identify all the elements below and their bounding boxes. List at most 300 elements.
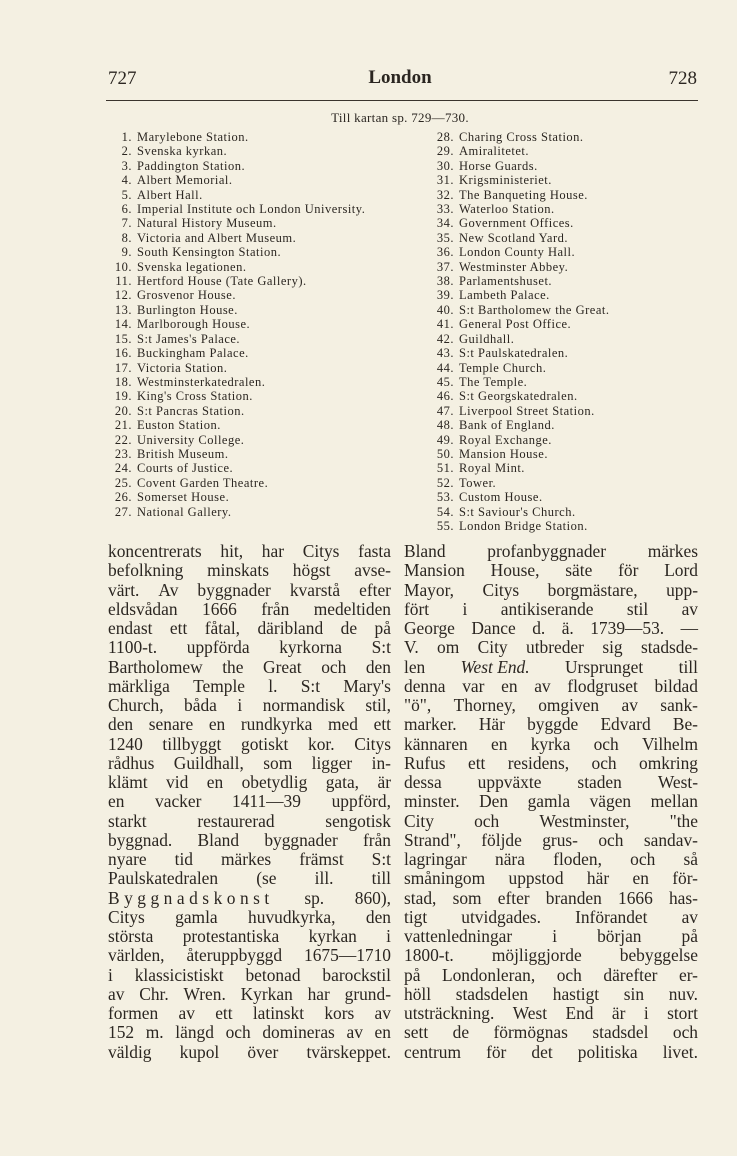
- legend-number: 54.: [436, 504, 454, 519]
- word: Edvard: [600, 714, 651, 735]
- text-line: [108, 946, 391, 965]
- text-line: [108, 812, 391, 831]
- word: denna: [404, 675, 446, 696]
- text-line: [404, 927, 698, 946]
- text-line: [108, 658, 391, 677]
- word: V.: [404, 637, 419, 658]
- legend-number: 41.: [436, 317, 454, 332]
- text-line: [108, 638, 391, 657]
- word: kor.: [308, 733, 335, 754]
- word: befolkning: [108, 560, 184, 581]
- word: 1100-t.: [108, 637, 158, 658]
- word: i: [108, 964, 113, 985]
- word: följde: [481, 829, 522, 850]
- word: obetydlig: [241, 772, 308, 792]
- legend-number: 36.: [436, 245, 454, 260]
- word: på: [681, 926, 698, 946]
- word: märkes: [220, 849, 272, 869]
- word: och: [593, 733, 619, 754]
- word: på: [404, 964, 421, 985]
- word: sengotisk: [325, 810, 391, 831]
- word: 152: [108, 1022, 135, 1043]
- word: däribland: [257, 618, 324, 638]
- word: över: [247, 1041, 279, 1062]
- legend-number: 38.: [436, 274, 454, 289]
- legend-number: 40.: [436, 302, 454, 317]
- word: av: [374, 1003, 391, 1023]
- word: huvudkyrka,: [248, 906, 336, 927]
- text-line: [404, 812, 698, 831]
- text-line: [108, 600, 391, 619]
- word: och: [672, 1022, 698, 1043]
- word: som: [452, 887, 482, 908]
- word: Great: [263, 656, 302, 677]
- word: tid: [174, 849, 193, 869]
- legend-item: [108, 288, 398, 302]
- word: ä.: [561, 618, 574, 638]
- word: småningom: [404, 868, 486, 889]
- text-line: [404, 966, 698, 985]
- legend-label: Marlborough House.: [137, 317, 251, 332]
- text-line: [404, 1004, 698, 1023]
- word: av: [681, 906, 698, 927]
- word: stadsdelen: [455, 983, 529, 1004]
- word: er-: [679, 964, 698, 985]
- word: och: [225, 1022, 251, 1043]
- legend-item: [108, 188, 398, 202]
- word: sp.: [304, 887, 325, 908]
- text-line: [404, 542, 698, 561]
- word: Den: [479, 791, 509, 812]
- legend-item: [430, 303, 710, 317]
- legend-item: [108, 202, 398, 216]
- word: ill.: [314, 868, 334, 889]
- word: (se: [256, 868, 277, 889]
- running-head-title: London: [368, 67, 432, 88]
- legend-label: Albert Memorial.: [137, 173, 233, 188]
- text-line: [108, 850, 391, 869]
- legend-label: Burlington House.: [137, 302, 238, 317]
- word: profanbyggnader: [487, 541, 607, 561]
- word: lagringar: [404, 849, 467, 869]
- word: West: [512, 1003, 548, 1023]
- word: ett: [467, 752, 486, 773]
- word: för: [618, 560, 639, 581]
- text-line: [108, 773, 391, 792]
- word: hastigt: [552, 983, 600, 1004]
- legend-label: Victoria Station.: [137, 360, 228, 375]
- word: stadsde-: [641, 637, 698, 658]
- word: 860),: [354, 887, 391, 908]
- legend-number: 6.: [121, 202, 132, 217]
- text-line: [404, 581, 698, 600]
- word: flodgruset: [567, 675, 638, 696]
- legend-item: [108, 245, 398, 259]
- word: barockstil: [322, 964, 391, 985]
- legend-label: British Museum.: [137, 446, 229, 461]
- legend-number: 22.: [114, 432, 132, 447]
- text-line: [108, 792, 391, 811]
- word: och: [474, 810, 500, 831]
- text-line: [108, 581, 391, 600]
- text-line: [108, 927, 391, 946]
- legend-number: 2.: [121, 144, 132, 159]
- word: residens,: [507, 752, 570, 773]
- word: längd: [175, 1022, 214, 1043]
- text-line: [108, 735, 391, 754]
- legend-number: 12.: [114, 288, 132, 303]
- legend-number: 19.: [114, 389, 132, 404]
- legend-label: Royal Exchange.: [459, 432, 552, 447]
- word: i: [643, 1003, 649, 1023]
- legend-item: [430, 476, 710, 490]
- word: sank-: [660, 695, 698, 715]
- legend-number: 1.: [121, 130, 132, 144]
- word: antikiserande: [500, 598, 594, 619]
- word: Church,: [108, 695, 164, 715]
- word: och: [556, 964, 582, 985]
- word: domineras: [262, 1022, 335, 1043]
- legend-number: 42.: [436, 331, 454, 346]
- legend-label: Albert Hall.: [137, 187, 203, 202]
- legend-item: [430, 159, 710, 173]
- legend-number: 48.: [436, 418, 454, 433]
- legend-item: [430, 447, 710, 461]
- legend-item: [430, 346, 710, 360]
- word: 1739—53.: [590, 618, 665, 638]
- legend-number: 51.: [436, 461, 454, 476]
- word: upp-: [666, 579, 698, 600]
- text-line: [404, 850, 698, 869]
- text-line: [404, 869, 698, 888]
- legend-item: [108, 216, 398, 230]
- word: Bland: [404, 541, 446, 561]
- legend-label: Lambeth Palace.: [459, 288, 550, 303]
- word: Ursprunget: [564, 656, 644, 677]
- word: l.: [268, 675, 278, 696]
- legend-number: 28.: [436, 130, 454, 144]
- legend-item: [430, 274, 710, 288]
- map-reference: Till kartan sp. 729—730.: [331, 110, 469, 125]
- legend-label: Charing Cross Station.: [459, 130, 584, 144]
- legend-item: [430, 216, 710, 230]
- word: främst: [299, 849, 344, 869]
- legend-number: 31.: [436, 173, 454, 188]
- legend-number: 10.: [114, 259, 132, 274]
- legend-label: Hertford House (Tate Gallery).: [137, 274, 307, 289]
- word: efter: [359, 579, 391, 600]
- legend-item: [108, 303, 398, 317]
- legend-label: Krigsministeriet.: [459, 173, 552, 188]
- word: Här: [478, 714, 505, 735]
- legend-number: 11.: [115, 274, 132, 289]
- legend-number: 35.: [436, 230, 454, 245]
- word: sin: [623, 983, 645, 1004]
- word: Guildhall,: [173, 752, 244, 773]
- word: Mayor,: [404, 579, 455, 600]
- word: märkliga: [108, 675, 170, 696]
- legend-item: [430, 173, 710, 187]
- legend-label: Svenska legationen.: [137, 259, 247, 274]
- word: byggnad.: [108, 829, 173, 850]
- word: formen: [108, 1003, 159, 1023]
- word: normandisk: [262, 695, 345, 715]
- word: uppväxte: [477, 772, 542, 792]
- text-line: [404, 792, 698, 811]
- word: bildad: [654, 675, 698, 696]
- word: nära: [495, 849, 525, 869]
- word: och: [591, 752, 617, 773]
- text-line: [404, 658, 698, 677]
- word: House,: [490, 560, 540, 581]
- legend-number: 37.: [436, 259, 454, 274]
- legend-item: [430, 404, 710, 418]
- page-number-right: 728: [668, 68, 697, 89]
- word: Londonleran,: [441, 964, 536, 985]
- text-line: [404, 561, 698, 580]
- word: till: [371, 868, 391, 889]
- word: S:t: [300, 675, 321, 696]
- word: ett: [169, 618, 188, 638]
- legend-number: 53.: [436, 490, 454, 505]
- text-line: [404, 908, 698, 927]
- legend-number: 17.: [114, 360, 132, 375]
- legend-label: S:t Saviour's Church.: [459, 504, 576, 519]
- legend-label: Liverpool Street Station.: [459, 403, 595, 418]
- text-line: [108, 869, 391, 888]
- text-line: [404, 985, 698, 1004]
- text-line: [108, 754, 391, 773]
- legend-number: 32.: [436, 187, 454, 202]
- word: säte: [565, 560, 593, 581]
- legend-label: The Banqueting House.: [459, 187, 588, 202]
- legend-label: University College.: [137, 432, 245, 447]
- word: den: [365, 656, 391, 677]
- legend-label: New Scotland Yard.: [459, 230, 568, 245]
- legend-number: 46.: [436, 389, 454, 404]
- word: livet.: [662, 1041, 698, 1062]
- text-line: [108, 1023, 391, 1042]
- word: senare: [148, 714, 194, 735]
- legend-number: 23.: [114, 446, 132, 461]
- legend-label: Paddington Station.: [137, 158, 246, 173]
- legend-number: 7.: [121, 216, 132, 231]
- word: George: [404, 618, 455, 638]
- legend-number: 5.: [121, 187, 132, 202]
- word: Chr.: [139, 983, 169, 1004]
- legend-label: Temple Church.: [459, 360, 547, 375]
- legend-label: Royal Mint.: [459, 461, 525, 476]
- legend-item: [430, 188, 710, 202]
- word: högst: [292, 560, 331, 581]
- word: rådhus: [108, 752, 155, 773]
- legend-number: 21.: [114, 418, 132, 433]
- word: tillbyggt: [162, 733, 222, 754]
- word: gotiskt: [241, 733, 289, 754]
- word: till: [678, 656, 698, 677]
- legend-number: 50.: [436, 446, 454, 461]
- word: sandav-: [643, 829, 698, 850]
- legend-number: 8.: [121, 230, 132, 245]
- word: rundkyrka: [240, 714, 313, 735]
- legend-label: Courts of Justice.: [137, 461, 234, 476]
- text-line: [404, 735, 698, 754]
- word: en: [206, 772, 224, 792]
- word: Thorney,: [453, 695, 516, 715]
- text-line: [108, 831, 391, 850]
- word: dessa: [404, 772, 442, 792]
- word: på: [374, 618, 391, 638]
- legend-label: Tower.: [459, 475, 497, 490]
- word: efter: [497, 887, 530, 908]
- word: klämt: [108, 772, 148, 792]
- word: har: [261, 541, 285, 561]
- legend-item: [430, 231, 710, 245]
- legend-label: S:t James's Palace.: [137, 331, 241, 346]
- word: uppförda: [186, 637, 250, 658]
- legend-label: London County Hall.: [459, 245, 576, 260]
- word: m.: [145, 1022, 164, 1043]
- word: Be-: [672, 714, 698, 735]
- legend-label: Svenska kyrkan.: [137, 144, 228, 159]
- word: fört: [404, 598, 430, 619]
- word: så: [683, 849, 698, 869]
- legend-number: 4.: [121, 173, 132, 188]
- legend-item: [108, 159, 398, 173]
- word: has-: [668, 887, 698, 908]
- word: Citys: [302, 541, 340, 561]
- word: 1666: [202, 598, 237, 619]
- word: fåtal,: [204, 618, 241, 638]
- legend-number: 24.: [114, 461, 132, 476]
- legend-item: [430, 505, 710, 519]
- legend-label: Victoria and Albert Museum.: [137, 230, 297, 245]
- text-line: [108, 985, 391, 1004]
- text-line: [404, 831, 698, 850]
- word: City: [404, 810, 434, 831]
- word: stil: [626, 598, 649, 619]
- text-line: [108, 889, 391, 908]
- legend-item: [108, 418, 398, 432]
- word: uppstod: [508, 868, 564, 889]
- word: utsträckning.: [404, 1003, 495, 1023]
- word: Strand",: [404, 829, 461, 850]
- word: för-: [672, 868, 698, 889]
- word: värt.: [108, 579, 140, 600]
- word: "ö",: [404, 695, 432, 715]
- word: därefter: [603, 964, 658, 985]
- legend-label: The Temple.: [459, 374, 528, 389]
- map-legend-right: [430, 130, 710, 533]
- word: starkt: [108, 810, 147, 831]
- legend-number: 45.: [436, 374, 454, 389]
- word: av: [178, 1003, 195, 1023]
- text-line: [108, 1043, 391, 1062]
- word: utbreder: [526, 637, 584, 658]
- legend-label: National Gallery.: [137, 504, 232, 519]
- word: återuppbyggd: [186, 945, 283, 966]
- text-line: [108, 619, 391, 638]
- word: utvidgades.: [461, 906, 541, 927]
- legend-label: Imperial Institute och London University.: [137, 202, 366, 217]
- word: höll: [404, 983, 432, 1004]
- word: mellan: [650, 791, 698, 812]
- word: vacker: [155, 791, 202, 812]
- legend-label: Waterloo Station.: [459, 202, 555, 217]
- legend-label: Marylebone Station.: [137, 130, 249, 144]
- text-line: [404, 715, 698, 734]
- page-number-left: 727: [108, 68, 137, 89]
- word: grund-: [344, 983, 391, 1004]
- legend-number: 43.: [436, 346, 454, 361]
- legend-label: S:t Pancras Station.: [137, 403, 245, 418]
- word: väldig: [108, 1041, 152, 1062]
- word: d.: [532, 618, 546, 638]
- word: 1675—1710: [304, 945, 391, 966]
- word: 1666: [618, 887, 653, 908]
- legend-number: 49.: [436, 432, 454, 447]
- word: bebyggelse: [619, 945, 698, 966]
- word: latinskt: [252, 1003, 305, 1023]
- legend-label: S:t Georgskatedralen.: [459, 389, 578, 404]
- word: centrum: [404, 1041, 461, 1062]
- word: 1800-t.: [404, 945, 454, 966]
- word: och: [321, 656, 347, 677]
- text-line: [108, 908, 391, 927]
- legend-label: Natural History Museum.: [137, 216, 277, 231]
- word: Vilhelm: [642, 733, 698, 754]
- word: hit,: [220, 541, 244, 561]
- word: Mary's: [343, 675, 391, 696]
- word: i: [552, 926, 558, 946]
- word: minster.: [404, 791, 460, 812]
- word: minskats: [207, 560, 269, 581]
- text-line: [404, 1023, 698, 1042]
- word: kännaren: [404, 733, 468, 754]
- word: båda: [184, 695, 217, 715]
- word: möjliggjorde: [491, 945, 582, 966]
- legend-item: [108, 317, 398, 331]
- legend-number: 15.: [114, 331, 132, 346]
- legend-number: 25.: [114, 475, 132, 490]
- text-line: [404, 773, 698, 792]
- legend-number: 13.: [114, 302, 132, 317]
- word: en: [374, 1022, 391, 1043]
- word: kyrkan: [308, 926, 357, 946]
- legend-label: Custom House.: [459, 490, 543, 505]
- legend-item: [430, 361, 710, 375]
- legend-label: S:t Bartholomew the Great.: [459, 302, 610, 317]
- word: gata,: [325, 772, 360, 792]
- legend-item: [108, 260, 398, 274]
- legend-item: [108, 332, 398, 346]
- word: av: [681, 598, 698, 619]
- legend-label: Covent Garden Theatre.: [137, 475, 269, 490]
- word: avse-: [354, 560, 391, 581]
- word: S:t: [371, 637, 391, 658]
- legend-item: [108, 144, 398, 158]
- text-line: [404, 619, 698, 638]
- text-line: [404, 1043, 698, 1062]
- word: med: [328, 714, 358, 735]
- legend-item: [430, 332, 710, 346]
- legend-number: 29.: [436, 144, 454, 159]
- legend-item: [108, 375, 398, 389]
- word: West-: [657, 772, 698, 792]
- legend-item: [108, 433, 398, 447]
- word: 1240: [108, 733, 143, 754]
- legend-item: [430, 490, 710, 504]
